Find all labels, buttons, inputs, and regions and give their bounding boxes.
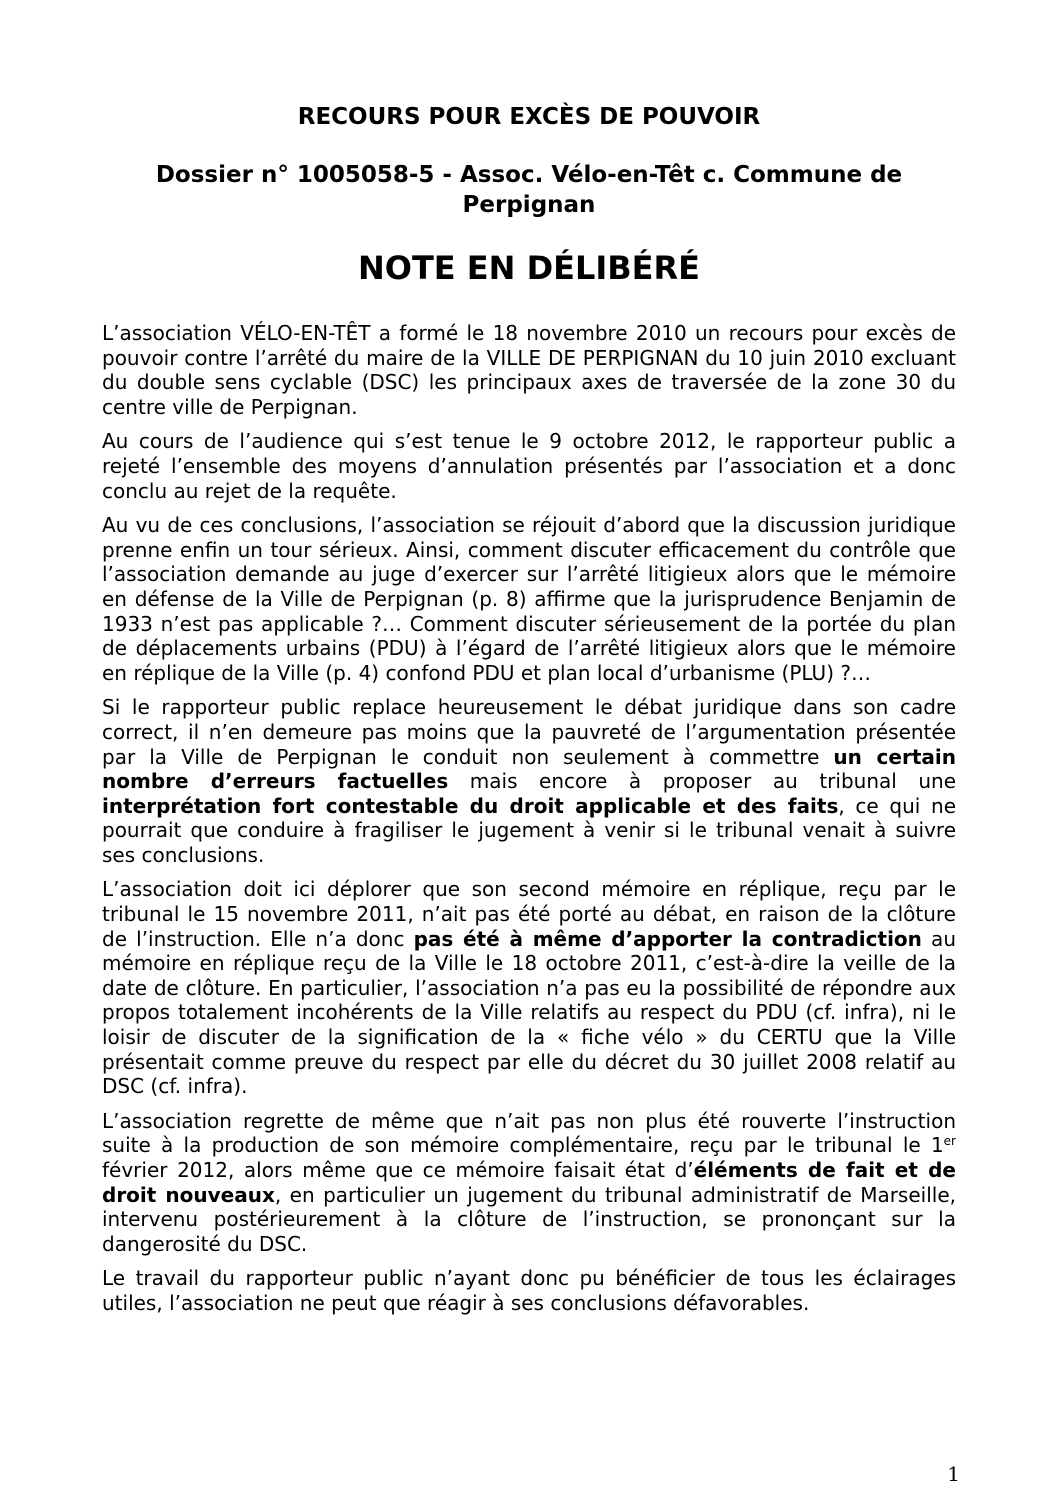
- superscript: er: [943, 1134, 956, 1149]
- paragraph: Au cours de l’audience qui s’est tenue le 9 octobre 2012, le rapporteur public a rejeté l’ensemble des moyens d’annulation présentés par l’association et a donc conclu au rejet de la requête.: [102, 429, 956, 503]
- emphasis-text: éléments de fait et de droit nouveaux: [102, 1158, 956, 1207]
- paragraph: Le travail du rapporteur public n’ayant donc pu bénéficier de tous les éclairages utiles, l’association ne peut que réagir à ses conclusions défavorables.: [102, 1266, 956, 1315]
- paragraph: L’association VÉLO-EN-TÊT a formé le 18 novembre 2010 un recours pour excès de pouvoir contre l’arrêté du maire de la VILLE DE PERPIGNAN du 10 juin 2010 excluant du double sens cyclable (DSC) les principaux axes de traversée de la zone 30 du centre ville de Perpignan.: [102, 321, 956, 419]
- paragraph-text: février 2012, alors même que ce mémoire faisait état d’: [102, 1158, 694, 1182]
- document-body: [102, 321, 956, 1316]
- paragraph-text: au mémoire en réplique reçu de la Ville le 18 octobre 2011, c’est-à-dire la veille de la date de clôture. En particulier, l’association n’a pas eu la possibilité de répondre aux propos totalement incohérents de la Ville relatifs au respect du PDU (cf. infra), ni le loisir de discuter de la signification de la « fiche vélo » du CERTU que la Ville présentait comme preuve du respect par elle du décret du 30 juillet 2008 relatif au DSC (cf. infra).: [102, 926, 956, 1099]
- paragraph: [102, 1109, 956, 1257]
- paragraph-text: , ce qui ne pourrait que conduire à fragiliser le jugement à venir si le tribunal venait à suivre ses conclusions.: [102, 793, 956, 867]
- page-number: 1: [947, 1462, 960, 1486]
- paragraph-text: mais encore à proposer au tribunal une: [448, 769, 957, 794]
- paragraph-text: , en particulier un jugement du tribunal administratif de Marseille, intervenu postérieurement à la clôture de l’instruction, se prononçant sur la dangerosité du DSC.: [102, 1182, 956, 1256]
- paragraph-text: L’association regrette de même que n’ait pas non plus été rouverte l’instruction suite à la production de son mémoire complémentaire, reçu par le tribunal le 1: [102, 1108, 956, 1158]
- paragraph-text: L’association doit ici déplorer que son second mémoire en réplique, reçu par le tribunal le 15 novembre 2011, n’ait pas été porté au débat, en raison de la clôture de l’instruction. Elle n’a donc: [102, 877, 956, 951]
- document-title: RECOURS POUR EXCÈS DE POUVOIR: [297, 104, 761, 130]
- emphasis-text: interprétation fort contestable du droit applicable et des faits: [102, 793, 839, 818]
- case-reference: Dossier n° 1005058-5 - Assoc. Vélo-en-Têt c. Commune de Perpignan: [155, 162, 903, 218]
- emphasis-text: pas été à même d’apporter la contradiction: [413, 926, 922, 951]
- paragraph: Au vu de ces conclusions, l’association se réjouit d’abord que la discussion juridique prenne enfin un tour sérieux. Ainsi, comment discuter efficacement du contrôle que l’association demande au juge d’exercer sur l’arrêté litigieux alors que le mémoire en défense de la Ville de Perpignan (p. 8) affirme que la jurisprudence Benjamin de 1933 n’est pas applicable ?… Comment discuter sérieusement de la portée du plan de déplacements urbains (PDU) à l’égard de l’arrêté litigieux alors que le mémoire en réplique de la Ville (p. 4) confond PDU et plan local d’urbanisme (PLU) ?…: [102, 513, 956, 685]
- paragraph: [102, 695, 956, 867]
- section-heading: NOTE EN DÉLIBÉRÉ: [357, 249, 701, 287]
- emphasis-text: un certain nombre d’erreurs factuelles: [102, 744, 956, 794]
- paragraph: [102, 877, 956, 1098]
- paragraph-text: Si le rapporteur public replace heureusement le débat juridique dans son cadre correct, il n’en demeure pas moins que la pauvreté de l’argumentation présentée par la Ville de Perpignan le conduit non seulement à commettre: [102, 695, 956, 769]
